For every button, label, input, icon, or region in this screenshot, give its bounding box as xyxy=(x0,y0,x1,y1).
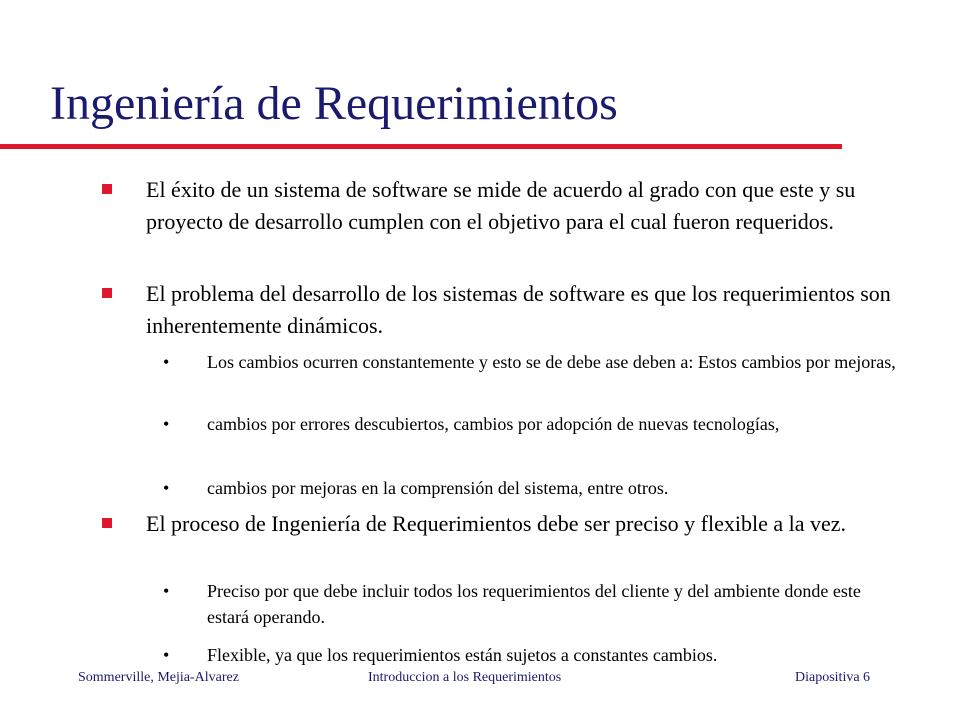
footer-author: Sommerville, Mejia-Alvarez xyxy=(78,670,239,685)
sub-bullet-dot-icon: • xyxy=(163,645,170,665)
sub-bullet-dot-icon: • xyxy=(163,414,170,434)
slide-title: Ingeniería de Requerimientos xyxy=(50,77,618,130)
sub-bullet-text: cambios por errores descubiertos, cambios por adopción de nuevas tecnologías, xyxy=(207,414,780,434)
footer-title: Introduccion a los Requerimientos xyxy=(368,670,562,685)
sub-bullet-text: Preciso por que debe incluir todos los requerimientos del cliente y del ambiente donde este estará operando. xyxy=(207,581,861,627)
sub-bullet-text: Los cambios ocurren constantemente y esto se de debe ase deben a: Estos cambios por mejoras, xyxy=(207,352,896,372)
sub-bullet-dot-icon: • xyxy=(163,352,170,372)
diamond-bullet-icon xyxy=(101,517,113,529)
bullet-text: El proceso de Ingeniería de Requerimientos debe ser preciso y flexible a la vez. xyxy=(146,511,847,536)
sub-bullet-dot-icon: • xyxy=(163,478,170,498)
sub-bullet-text: Flexible, ya que los requerimientos están sujetos a constantes cambios. xyxy=(207,645,718,665)
sub-bullet-text: cambios por mejoras en la comprensión del sistema, entre otros. xyxy=(207,478,669,498)
bullet-text: El éxito de un sistema de software se mide de acuerdo al grado con que este y su proyecto de desarrollo cumplen con el objetivo para el cual fueron requeridos. xyxy=(146,177,856,234)
footer-slide-number: Diapositiva 6 xyxy=(795,670,871,685)
bullet-text: El problema del desarrollo de los sistemas de software es que los requerimientos son inherentemente dinámicos. xyxy=(146,281,891,338)
diamond-bullet-icon xyxy=(101,287,113,299)
sub-bullet-dot-icon: • xyxy=(163,581,170,601)
diamond-bullet-icon xyxy=(101,183,113,195)
